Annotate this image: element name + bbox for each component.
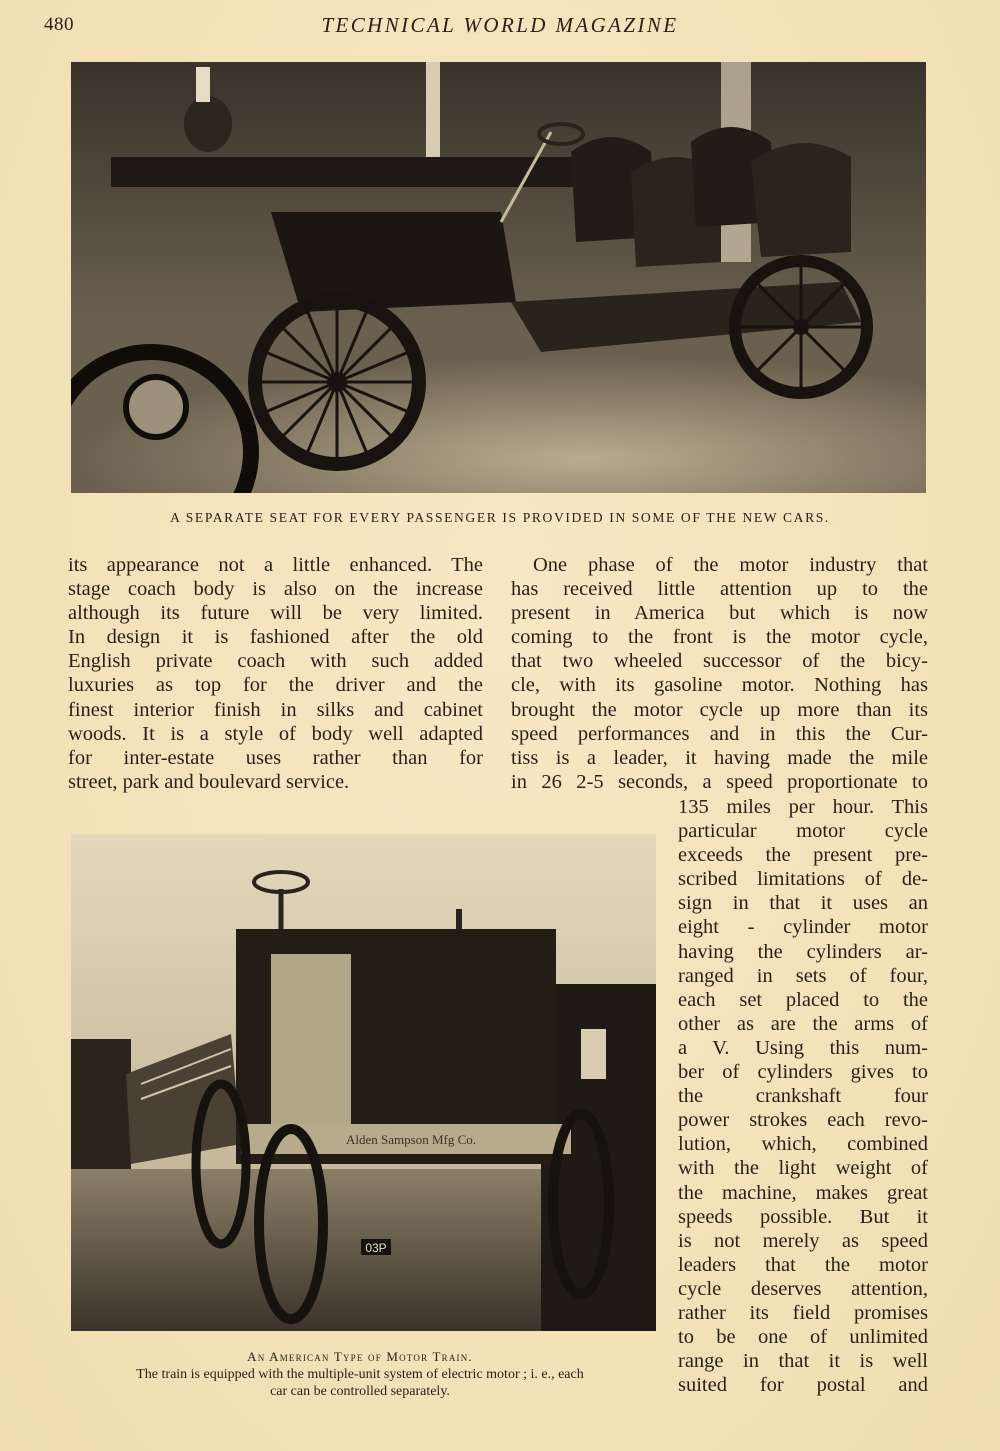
text-line: In design it is fashioned after the old — [68, 626, 483, 649]
text-line: particular motor cycle — [678, 820, 928, 843]
text-line: that two wheeled successor of the bicy- — [511, 650, 928, 673]
text-line: scribed limitations of de- — [678, 868, 928, 891]
text-line: stage coach body is also on the increase — [68, 578, 483, 601]
text-line: range in that it is well — [678, 1350, 928, 1373]
text-line: brought the motor cycle up more than its — [511, 698, 928, 721]
figure-caption-top: A SEPARATE SEAT FOR EVERY PASSENGER IS PROVIDED IN SOME OF THE NEW CARS. — [170, 510, 830, 525]
text-line: speed performances and in this the Cur- — [511, 722, 928, 745]
text-line: luxuries as top for the driver and the — [68, 674, 483, 697]
text-line: a V. Using this num- — [678, 1036, 928, 1059]
figure-caption-title-bottom: An American Type of Motor Train. — [247, 1349, 473, 1364]
maker-sign: Alden Sampson Mfg Co. — [346, 1132, 476, 1147]
text-line: 135 miles per hour. This — [678, 796, 928, 818]
photo-motor-train — [71, 834, 656, 1331]
text-line: leaders that the motor — [678, 1253, 928, 1276]
text-line: has received little attention up to the — [511, 578, 928, 601]
text-line: tiss is a leader, it having made the mile — [511, 746, 928, 769]
right-column-narrow — [678, 795, 928, 1397]
hood — [271, 212, 516, 312]
text-line: in 26 2-5 seconds, a speed proportionate to — [511, 770, 928, 793]
text-line: woods. It is a style of body well adapted — [68, 722, 483, 745]
text-line: present in America but which is now — [511, 602, 928, 625]
text-line: each set placed to the — [678, 988, 928, 1011]
text-line: having the cylinders ar- — [678, 940, 928, 963]
pillar — [426, 62, 440, 172]
exhaust-pipe — [456, 909, 462, 929]
text-line: street, park and boulevard service. — [68, 770, 350, 793]
text-line: coming to the front is the motor cycle, — [511, 626, 928, 649]
text-line: rather its field promises — [678, 1301, 928, 1324]
floor — [71, 322, 926, 493]
text-line: for inter-estate uses rather than for — [68, 746, 483, 769]
figure-caption-body-bottom — [60, 1366, 660, 1400]
text-line: cle, with its gasoline motor. Nothing has — [511, 674, 928, 697]
front-wheel — [255, 300, 419, 464]
text-line: lution, which, combined — [678, 1133, 928, 1156]
rear-wheel — [735, 261, 867, 393]
text-line: power strokes each revo- — [678, 1109, 928, 1132]
plate-number: 03P — [365, 1241, 387, 1255]
text-line: with the light weight of — [678, 1157, 928, 1180]
text-line: ranged in sets of four, — [678, 964, 928, 987]
motor-train-illustration — [71, 834, 656, 1331]
text-line: One phase of the motor industry that — [533, 554, 928, 576]
text-line: suited for postal and — [678, 1374, 928, 1397]
touring-car-illustration — [71, 62, 926, 493]
right-column-top — [511, 553, 928, 794]
finial — [196, 67, 210, 102]
text-line: ber of cylinders gives to — [678, 1061, 928, 1084]
text-line: speeds possible. But it — [678, 1205, 928, 1228]
building-left — [71, 1039, 131, 1169]
text-line: sign in that it uses an — [678, 892, 928, 915]
caption-line: The train is equipped with the multiple-unit system of electric motor ; i. e., each — [136, 1367, 584, 1382]
text-line: the machine, makes great — [678, 1181, 928, 1204]
caption-line: car can be controlled separately. — [270, 1384, 450, 1399]
text-line: exceeds the present pre- — [678, 844, 928, 867]
text-line: the crankshaft four — [678, 1085, 928, 1108]
seat — [751, 143, 851, 257]
running-title: TECHNICAL WORLD MAGAZINE — [321, 13, 679, 37]
text-line: other as are the arms of — [678, 1012, 928, 1035]
text-line: cycle deserves attention, — [678, 1277, 928, 1300]
text-line: its appearance not a little enhanced. The — [68, 554, 483, 576]
photo-touring-car — [71, 62, 926, 493]
text-line: finest interior finish in silks and cabinet — [68, 698, 483, 721]
side-panel — [271, 954, 351, 1144]
text-line: English private coach with such added — [68, 650, 483, 673]
text-line: is not merely as speed — [678, 1229, 928, 1252]
background-chassis — [111, 157, 581, 187]
page-number: 480 — [44, 14, 74, 35]
text-line: although its future will be very limited. — [68, 602, 483, 625]
left-column — [68, 553, 483, 794]
sign-placard — [581, 1029, 606, 1079]
text-line: eight - cylinder motor — [678, 916, 928, 939]
text-line: to be one of unlimited — [678, 1326, 928, 1349]
plant — [184, 96, 232, 152]
headlamp — [126, 377, 186, 437]
